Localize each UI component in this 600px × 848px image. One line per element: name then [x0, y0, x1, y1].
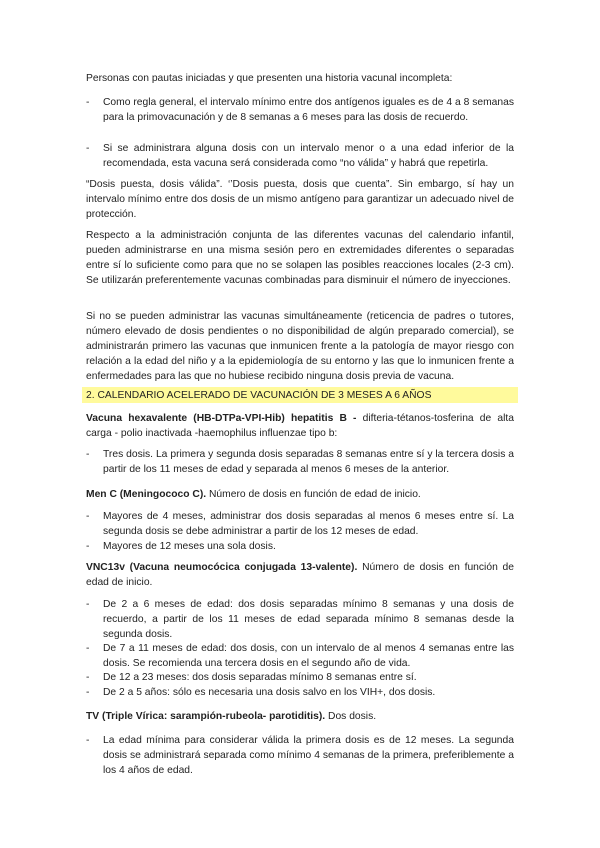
bullet-dash: -: [86, 97, 90, 108]
list-item-text: Tres dosis. La primera y segunda dosis separadas 8 semanas entre sí y la tercera dosis a partir de los 11 meses de edad y separada al menos 6 meses de la anterior.: [103, 449, 514, 475]
list-item: [86, 733, 514, 778]
list-item-text: De 2 a 5 años: sólo es necesaria una dosis salvo en los VIH+, dos dosis.: [103, 687, 436, 698]
list-item: [86, 447, 514, 477]
section-heading: [82, 387, 518, 403]
bullet-dash: -: [86, 143, 90, 154]
list-item: [86, 641, 514, 671]
section-heading-text: 2. CALENDARIO ACELERADO DE VACUNACIÓN DE 3 MESES A 6 AÑOS: [86, 390, 432, 401]
list-item: [86, 95, 514, 125]
paragraph-no-simultaneas: Si no se pueden administrar las vacunas simultáneamente (reticencia de padres o tutores, número elevado de dosis pendientes o no disponibilidad de algún preparado comercial), se administrarán primero las vacunas que inmunicen frente a la patología de mayor riesgo con relación a la edad del niño y a la epidemiología de su entorno y las que lo inmunicen frente a enfermedades para las que no hubiese recibido ninguna dosis previa de vacuna.: [86, 311, 514, 382]
vnc-heading: [86, 560, 514, 590]
bullet-dash: -: [86, 643, 90, 654]
intro-text: Personas con pautas iniciadas y que presenten una historia vacunal incompleta:: [86, 73, 453, 84]
list-item-text: Mayores de 4 meses, administrar dos dosis separadas al menos 6 meses entre sí. La segunda dosis se debe administrar a partir de los 12 meses de edad.: [103, 511, 514, 537]
paragraph-dosis: “Dosis puesta, dosis válida”. ‘’Dosis puesta, dosis que cuenta”. Sin embargo, sí hay un intervalo mínimo entre dos dosis de un mismo antígeno para garantizar un adecuado nivel de protección.: [86, 179, 514, 220]
hexavalente-title: Vacuna hexavalente (HB-DTPa-VPI-Hib) hepatitis B -: [86, 413, 357, 424]
bullet-dash: -: [86, 599, 90, 610]
list-item-text: Mayores de 12 meses una sola dosis.: [103, 541, 276, 552]
menc-heading: [86, 487, 514, 502]
list-item: [86, 141, 514, 171]
list-item: [86, 685, 514, 700]
bullet-dash: -: [86, 672, 90, 683]
list-item: [86, 597, 514, 642]
list-item: [86, 670, 514, 685]
list-item-text: De 2 a 6 meses de edad: dos dosis separadas mínimo 8 semanas y una dosis de recuerdo, a partir de los 11 meses de edad separada mínimo 8 semanas desde la segunda dosis.: [103, 599, 514, 640]
tv-desc: Dos dosis.: [325, 711, 377, 722]
hexavalente-desc: difteria-tétanos-tosferina de alta carga - polio inactivada -haemophilus influenzae tipo b:: [86, 413, 515, 439]
hexavalente-heading: [86, 411, 514, 441]
vnc-desc: Número de dosis en función de edad de inicio.: [86, 562, 514, 588]
bullet-dash: -: [86, 541, 90, 552]
list-item-text: La edad mínima para considerar válida la primera dosis es de 12 meses. La segunda dosis se administrará separada como mínimo 4 semanas de la primera, preferiblemente a los 4 años de edad.: [103, 735, 514, 776]
tv-title: TV (Triple Vírica: sarampión-rubeola- parotiditis).: [86, 711, 326, 722]
list-item-text: Como regla general, el intervalo mínimo entre dos antígenos iguales es de 4 a 8 semanas para la primovacunación y de 8 semanas a 6 meses para las dosis de recuerdo.: [103, 97, 514, 123]
menc-desc: Número de dosis en función de edad de inicio.: [206, 489, 421, 500]
menc-title: Men C (Meningococo C).: [86, 489, 207, 500]
paragraph-administracion-conjunta: Respecto a la administración conjunta de las diferentes vacunas del calendario infantil, pueden administrarse en una misma sesión pero en extremidades diferentes o separadas entre sí lo suficiente como para que no se solapen las posibles reacciones locales (2-3 cm). Se utilizarán preferentemente vacunas combinadas para disminuir el número de inyecciones.: [86, 230, 514, 286]
list-item-text: De 7 a 11 meses de edad: dos dosis, con un intervalo de al menos 4 semanas entre las dosis. Se recomienda una tercera dosis en el segundo año de vida.: [103, 643, 514, 669]
list-item-text: Si se administrara alguna dosis con un intervalo menor o a una edad inferior de la recomendada, esta vacuna será considerada como “no válida” y habrá que repetirla.: [103, 143, 514, 169]
bullet-dash: -: [86, 511, 90, 522]
bullet-dash: -: [86, 687, 90, 698]
bullet-dash: -: [86, 449, 90, 460]
tv-heading: [86, 709, 514, 724]
list-item-text: De 12 a 23 meses: dos dosis separadas mínimo 8 semanas entre sí.: [103, 672, 417, 683]
bullet-dash: -: [86, 735, 90, 746]
vnc-title: VNC13v (Vacuna neumocócica conjugada 13-valente).: [86, 562, 358, 573]
list-item: [86, 539, 514, 554]
list-item: [86, 509, 514, 539]
